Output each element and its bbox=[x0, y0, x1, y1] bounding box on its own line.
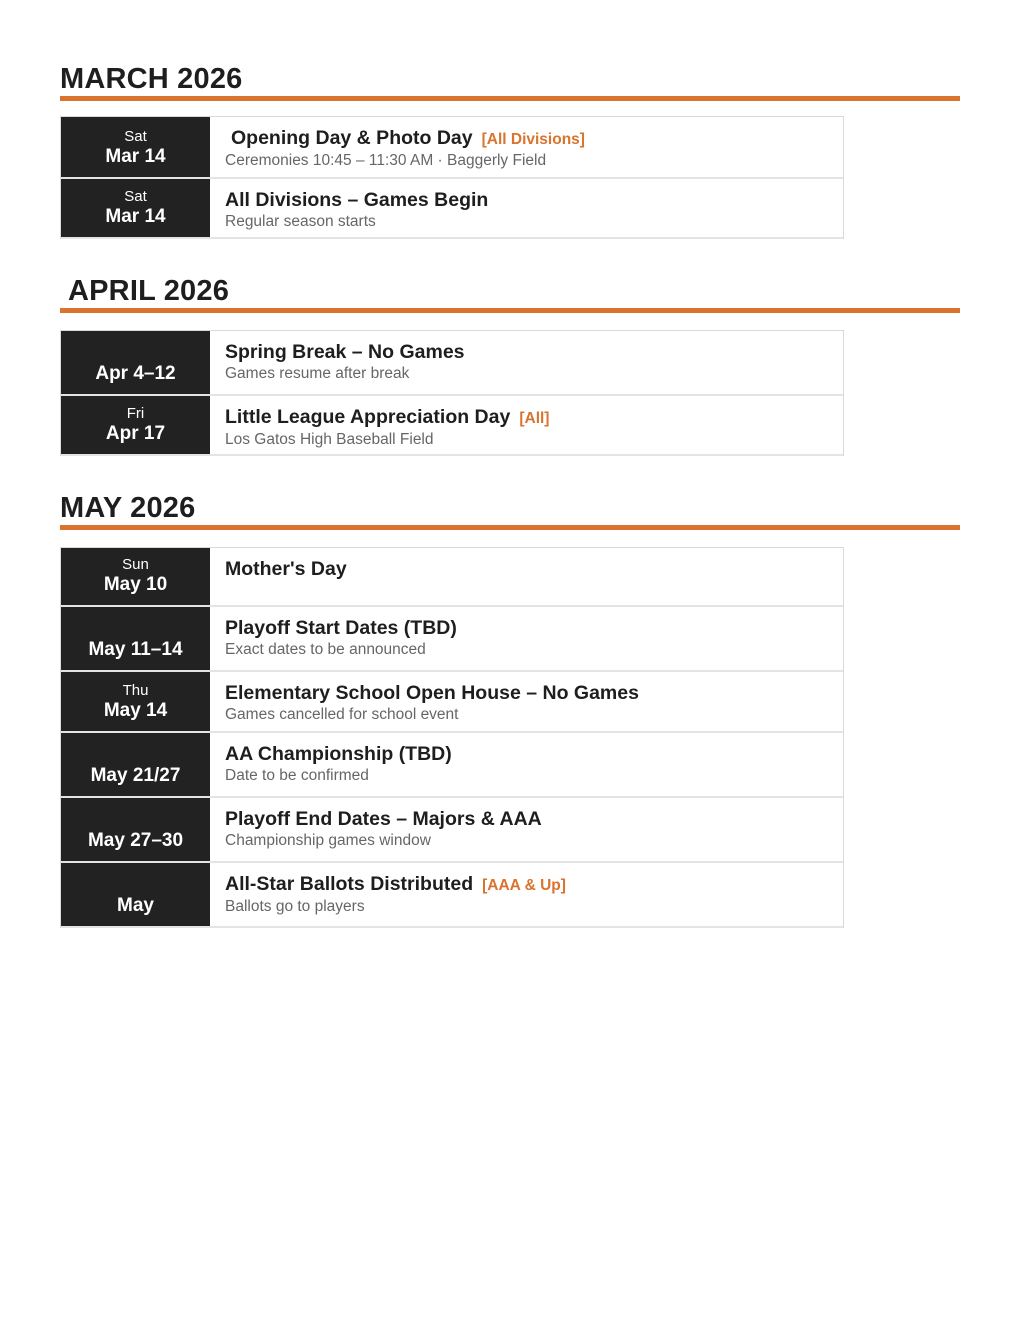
event-day-of-week: Sat bbox=[124, 188, 147, 205]
event-details bbox=[210, 733, 843, 796]
event-date-cell bbox=[61, 179, 210, 237]
event-details bbox=[210, 331, 843, 394]
events-table bbox=[60, 330, 844, 456]
event-date-cell bbox=[61, 607, 210, 670]
event-details bbox=[210, 798, 843, 861]
event-date-cell bbox=[61, 672, 210, 731]
month-divider bbox=[60, 96, 960, 101]
event-date: May bbox=[117, 895, 154, 916]
event-division-tag: [AAA & Up] bbox=[482, 877, 566, 894]
event-subtitle: Ceremonies 10:45 – 11:30 AM · Baggerly Field bbox=[225, 152, 547, 169]
event-title-line bbox=[225, 873, 843, 897]
event-title: Little League Appreciation Day bbox=[225, 406, 511, 428]
event-date-cell bbox=[61, 863, 210, 926]
event-title: Elementary School Open House – No Games bbox=[225, 682, 639, 704]
month-title: MAY 2026 bbox=[60, 492, 196, 524]
event-date-cell bbox=[61, 548, 210, 605]
event-subtitle: Games resume after break bbox=[225, 365, 410, 382]
events-table bbox=[60, 547, 844, 928]
event-row bbox=[61, 733, 843, 798]
event-date-cell bbox=[61, 798, 210, 861]
event-details bbox=[210, 672, 843, 731]
event-row bbox=[61, 672, 843, 733]
event-row bbox=[61, 607, 843, 672]
event-details bbox=[210, 607, 843, 670]
event-title-line bbox=[225, 406, 843, 430]
event-date: May 14 bbox=[103, 700, 168, 721]
event-row bbox=[61, 331, 843, 396]
event-details bbox=[210, 117, 843, 177]
event-day-of-week: Sun bbox=[122, 556, 149, 573]
event-title: AA Championship (TBD) bbox=[225, 743, 452, 765]
event-title: Playoff End Dates – Majors & AAA bbox=[225, 808, 542, 830]
event-date-cell bbox=[61, 331, 210, 394]
event-row bbox=[61, 548, 843, 607]
event-subtitle: Exact dates to be announced bbox=[225, 641, 426, 658]
event-day-of-week: Fri bbox=[126, 405, 145, 422]
event-title: Playoff Start Dates (TBD) bbox=[225, 617, 457, 639]
event-day-of-week: Thu bbox=[122, 682, 149, 699]
event-row bbox=[61, 863, 843, 928]
event-title: All-Star Ballots Distributed bbox=[225, 873, 474, 895]
section-april bbox=[60, 274, 960, 456]
event-date: May 27–30 bbox=[87, 830, 184, 851]
event-date: Apr 17 bbox=[105, 423, 166, 444]
event-title-line bbox=[225, 127, 843, 151]
event-date: May 11–14 bbox=[88, 639, 183, 660]
event-row bbox=[61, 396, 843, 456]
event-row bbox=[61, 798, 843, 863]
event-details bbox=[210, 863, 843, 926]
event-division-tag: [All] bbox=[519, 410, 550, 427]
event-subtitle: Championship games window bbox=[225, 832, 431, 849]
month-title: APRIL 2026 bbox=[68, 275, 230, 307]
month-divider bbox=[60, 308, 960, 313]
event-details bbox=[210, 548, 843, 605]
events-table bbox=[60, 116, 844, 239]
event-subtitle: Games cancelled for school event bbox=[225, 706, 459, 723]
event-date: Mar 14 bbox=[105, 146, 166, 167]
event-day-of-week: Sat bbox=[124, 128, 147, 145]
event-date: May 10 bbox=[103, 574, 168, 595]
section-may bbox=[60, 491, 960, 928]
event-details bbox=[210, 179, 843, 237]
event-date: May 21/27 bbox=[90, 765, 181, 786]
event-title: Opening Day & Photo Day bbox=[231, 127, 473, 149]
section-march bbox=[60, 62, 960, 239]
event-date: Apr 4–12 bbox=[95, 363, 176, 384]
event-row bbox=[61, 179, 843, 239]
event-details bbox=[210, 396, 843, 454]
event-subtitle: Date to be confirmed bbox=[225, 767, 369, 784]
event-title: Mother's Day bbox=[225, 558, 347, 580]
event-date-cell bbox=[61, 396, 210, 454]
event-title: Spring Break – No Games bbox=[225, 341, 465, 363]
event-subtitle: Ballots go to players bbox=[225, 898, 365, 915]
event-row bbox=[61, 117, 843, 179]
event-title: All Divisions – Games Begin bbox=[225, 189, 489, 211]
event-subtitle: Regular season starts bbox=[225, 213, 376, 230]
event-date-cell bbox=[61, 733, 210, 796]
event-date: Mar 14 bbox=[105, 206, 166, 227]
event-date-cell bbox=[61, 117, 210, 177]
event-subtitle: Los Gatos High Baseball Field bbox=[225, 431, 434, 448]
month-title: MARCH 2026 bbox=[60, 63, 243, 95]
month-divider bbox=[60, 525, 960, 530]
event-division-tag: [All Divisions] bbox=[481, 131, 585, 148]
